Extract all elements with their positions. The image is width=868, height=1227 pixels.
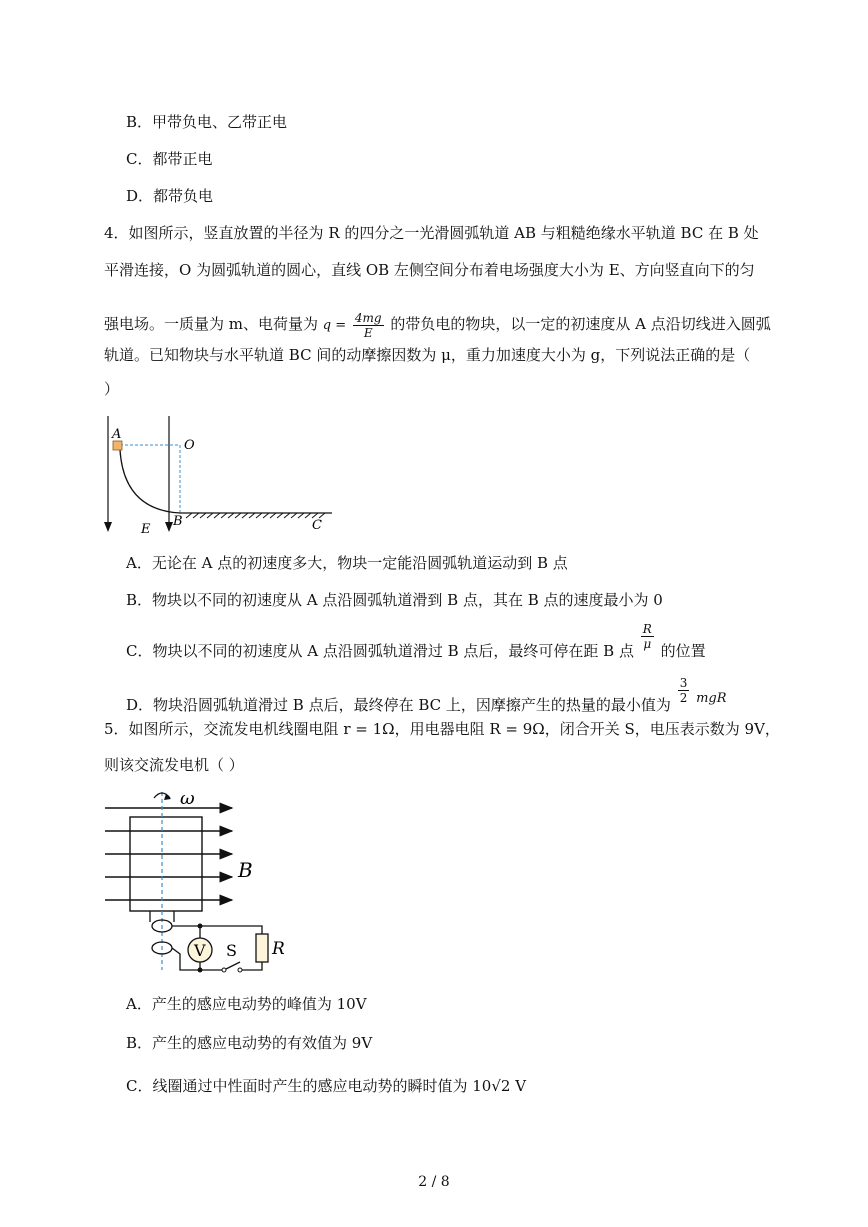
q5-figure — [100, 784, 300, 976]
label-o: O — [184, 438, 195, 453]
q4-option-d — [126, 676, 727, 714]
track-hatching — [186, 513, 325, 518]
q4-option-c-numerator: R — [642, 622, 652, 636]
label-v: V — [194, 941, 206, 960]
q4-option-d-b: mgR — [696, 691, 727, 706]
label-b-field: B — [238, 858, 253, 882]
label-r: R — [272, 939, 285, 959]
field-arrow-right — [165, 522, 173, 532]
resistor — [256, 934, 268, 962]
q4-option-d-fraction — [678, 676, 690, 705]
q4-option-c-denominator: μ — [643, 637, 652, 651]
q5-option-a: A．产生的感应电动势的峰值为 10V — [126, 995, 367, 1013]
page-number: 2 / 8 — [418, 1174, 450, 1190]
label-b: B — [173, 514, 183, 529]
q5-stem-line2: 则该交流发电机（ ） — [104, 756, 244, 774]
switch-contact-left — [222, 968, 226, 972]
q4-option-c-fraction — [641, 622, 654, 651]
q4-option-d-denominator: 2 — [679, 691, 688, 705]
switch-contact-right — [238, 968, 242, 972]
q3-option-c: C．都带正电 — [126, 150, 213, 168]
external-circuit — [172, 926, 262, 970]
q4-option-c-a: C．物块以不同的初速度从 A 点沿圆弧轨道滑过 B 点后，最终可停在距 B 点 — [126, 642, 634, 660]
q4-option-b: B．物块以不同的初速度从 A 点沿圆弧轨道滑到 B 点，其在 B 点的速度最小为 0 — [126, 591, 663, 609]
q4-charge-lhs: q = — [322, 318, 347, 333]
q4-charge-fraction — [353, 311, 384, 340]
q4-stem-line5: ） — [104, 380, 120, 398]
block-at-a — [113, 441, 122, 450]
label-s: S — [226, 941, 237, 960]
magnetic-field-lines — [105, 808, 232, 900]
label-a: A — [112, 427, 122, 442]
q4-figure — [96, 412, 346, 538]
q5-stem-line1: 5．如图所示，交流发电机线圈电阻 r = 1Ω，用电器电阻 R = 9Ω，闭合开关 S，电压表示数为 9V， — [104, 720, 780, 738]
field-arrow-left — [104, 522, 112, 532]
q5-option-c: C．线圈通过中性面时产生的感应电动势的瞬时值为 10√2 V — [126, 1077, 527, 1095]
arc-track — [120, 450, 180, 513]
q3-option-d: D．都带负电 — [126, 187, 214, 205]
switch-blade — [226, 962, 240, 969]
q4-charge-numerator: 4mg — [354, 310, 382, 325]
q4-option-c-b: 的位置 — [660, 642, 706, 660]
label-c: C — [312, 518, 322, 533]
q4-stem-line3 — [104, 306, 771, 342]
q4-stem-line1: 4．如图所示，竖直放置的半径为 R 的四分之一光滑圆弧轨道 AB 与粗糙绝缘水平轨道 BC 在 B 处 — [104, 224, 759, 242]
label-e: E — [141, 522, 151, 537]
q4-option-d-a: D．物块沿圆弧轨道滑过 B 点后，最终停在 BC 上，因摩擦产生的热量的最小值为 — [126, 696, 671, 714]
junction-bottom — [198, 968, 203, 973]
q5-option-b: B．产生的感应电动势的有效值为 9V — [126, 1034, 373, 1052]
q4-stem-line4: 轨道。已知物块与水平轨道 BC 间的动摩擦因数为 μ，重力加速度大小为 g，下列说法正确的是（ — [104, 346, 751, 364]
junction-top — [198, 924, 203, 929]
q4-option-c — [126, 622, 706, 662]
q4-stem-line3-a: 强电场。一质量为 m、电荷量为 — [104, 315, 318, 333]
q3-option-b: B．甲带负电、乙带正电 — [126, 113, 288, 131]
label-omega: ω — [180, 788, 195, 809]
q4-option-a: A．无论在 A 点的初速度多大，物块一定能沿圆弧轨道运动到 B 点 — [126, 554, 568, 572]
q4-stem-line2: 平滑连接，O 为圆弧轨道的圆心，直线 OB 左侧空间分布着电场强度大小为 E、方向竖直向下的匀 — [104, 261, 755, 279]
q4-stem-line3-b: 的带负电的物块，以一定的初速度从 A 点沿切线进入圆弧 — [390, 315, 771, 333]
q4-option-d-numerator: 3 — [679, 676, 688, 690]
q4-charge-denominator: E — [363, 325, 373, 340]
